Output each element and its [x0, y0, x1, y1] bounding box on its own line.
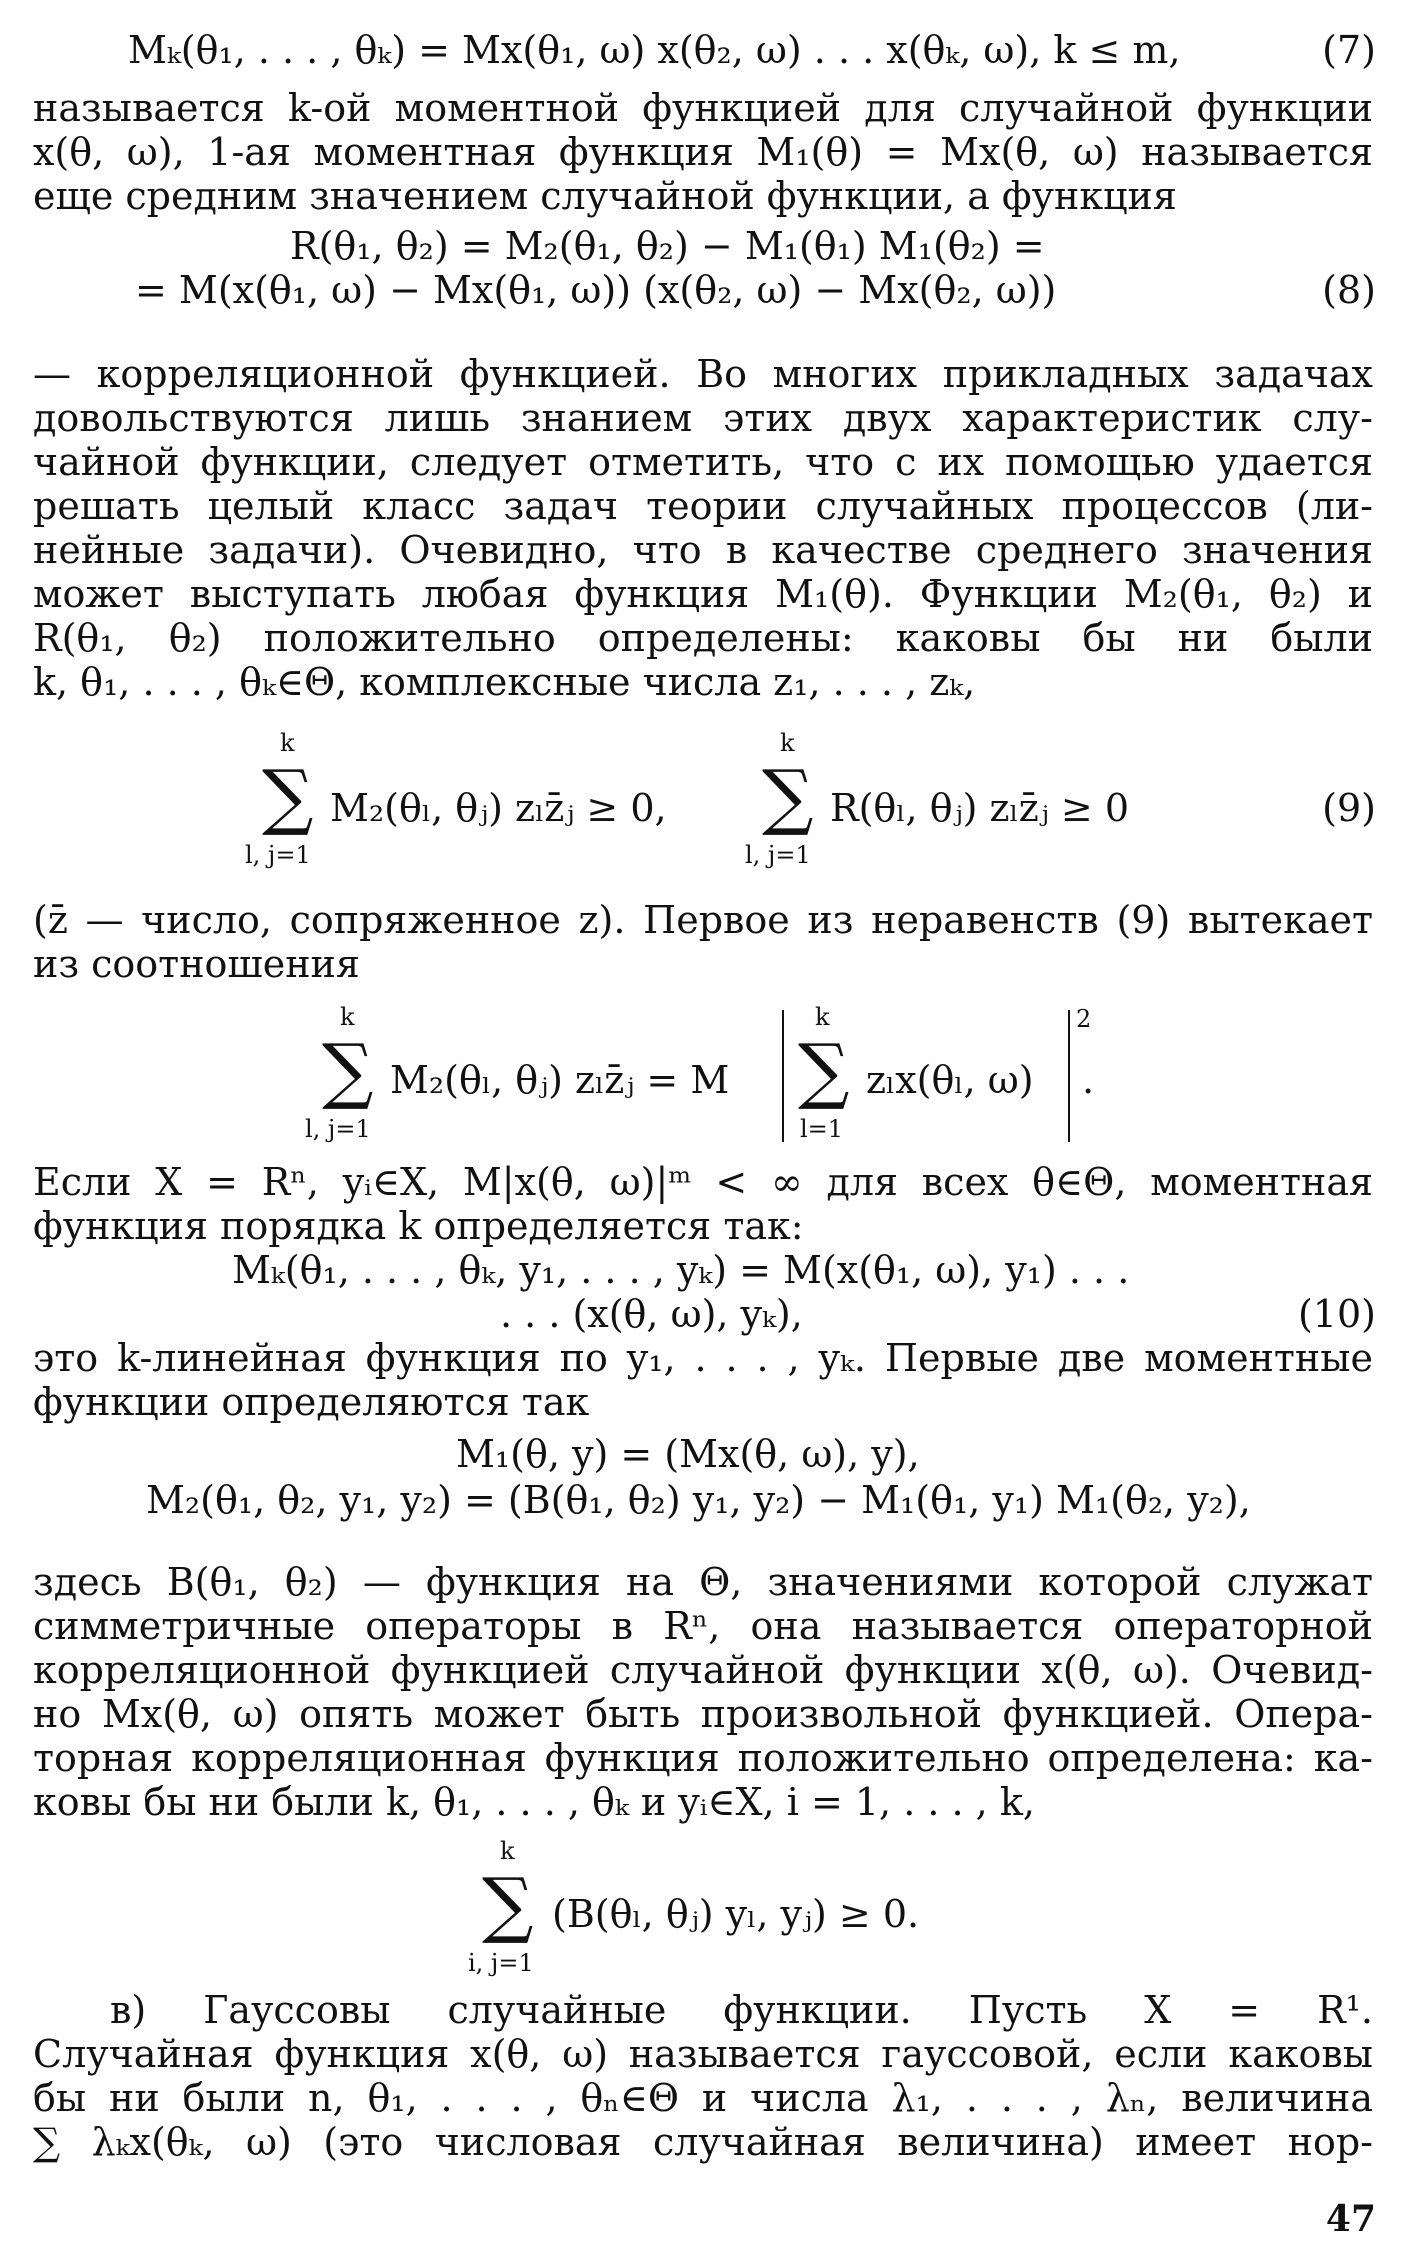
text-line: — корреляционной функцией. Во многих прикладных задачах: [33, 352, 1373, 396]
text-line: x(θ, ω), 1-ая моментная функция M₁(θ) = Mx(θ, ω) называется: [33, 130, 1373, 174]
sum-symbol: ∑: [762, 754, 814, 838]
text-line: здесь B(θ₁, θ₂) — функция на Θ, значениями которой служат: [33, 1560, 1373, 1604]
sum-upper-limit: k: [780, 729, 795, 757]
text-line: но Mx(θ, ω) опять может быть произвольной функцией. Опера-: [33, 1692, 1373, 1736]
equation-8-line-1: R(θ₁, θ₂) = M₂(θ₁, θ₂) − M₁(θ₁) M₁(θ₂) =: [290, 224, 1045, 268]
sum-lower-limit: l=1: [800, 1115, 844, 1143]
equation-number-9: (9): [1322, 786, 1376, 830]
text-line: ∑ λₖx(θₖ, ω) (это числовая случайная величина) имеет нор-: [33, 2120, 1373, 2164]
text-line: функции определяются так: [33, 1380, 590, 1424]
sum-upper-limit: k: [500, 1837, 515, 1865]
text-line: чайной функции, следует отметить, что с их помощью удается: [33, 440, 1373, 484]
text-line: бы ни были n, θ₁, . . . , θₙ∈Θ и числа λ₁, . . . , λₙ, величина: [33, 2076, 1373, 2120]
abs-bar-right: [1068, 1010, 1070, 1142]
equation-number-10: (10): [1297, 1292, 1376, 1336]
equation-9-right: R(θₗ, θⱼ) zₗz̄ⱼ ≥ 0: [830, 786, 1129, 830]
text-line: симметричные операторы в Rⁿ, она называется операторной: [33, 1604, 1373, 1648]
text-line: Если X = Rⁿ, yᵢ∈X, M|x(θ, ω)|ᵐ < ∞ для всех θ∈Θ, моментная: [33, 1160, 1373, 1204]
sum-lower-limit: l, j=1: [305, 1115, 371, 1143]
sum-upper-limit: k: [815, 1003, 830, 1031]
moment-function-1: M₁(θ, y) = (Mx(θ, ω), y),: [456, 1432, 920, 1476]
relation-period: .: [1082, 1058, 1095, 1102]
text-line: Случайная функция x(θ, ω) называется гауссовой, если каковы: [33, 2032, 1373, 2076]
text-line: корреляционной функцией случайной функции x(θ, ω). Очевид-: [33, 1648, 1373, 1692]
text-line: нейные задачи). Очевидно, что в качестве среднего значения: [33, 528, 1373, 572]
equation-9-left: M₂(θₗ, θⱼ) zₗz̄ⱼ ≥ 0,: [330, 786, 667, 830]
sum-lower-limit: l, j=1: [245, 841, 311, 869]
text-line: может выступать любая функция M₁(θ). Функции M₂(θ₁, θ₂) и: [33, 572, 1373, 616]
equation-number-7: (7): [1322, 28, 1376, 72]
equation-7: Mₖ(θ₁, . . . , θₖ) = Mx(θ₁, ω) x(θ₂, ω) . . . x(θₖ, ω), k ≤ m,: [128, 28, 1181, 72]
text-line: R(θ₁, θ₂) положительно определены: каковы бы ни были: [33, 616, 1373, 660]
sum-lower-limit: i, j=1: [468, 1949, 534, 1977]
text-line: довольствуются лишь знанием этих двух характеристик слу-: [33, 396, 1373, 440]
text-line: еще средним значением случайной функции, а функция: [33, 174, 1177, 218]
moment-function-2: M₂(θ₁, θ₂, y₁, y₂) = (B(θ₁, θ₂) y₁, y₂) − M₁(θ₁, y₁) M₁(θ₂, y₂),: [146, 1478, 1251, 1522]
sum-upper-limit: k: [340, 1003, 355, 1031]
sum-upper-limit: k: [280, 729, 295, 757]
text-line: решать целый класс задач теории случайных процессов (ли-: [33, 484, 1373, 528]
text-line: ковы бы ни были k, θ₁, . . . , θₖ и yᵢ∈X, i = 1, . . . , k,: [33, 1780, 1035, 1824]
text-line: торная корреляционная функция положительно определена: ка-: [33, 1736, 1373, 1780]
operator-inequality-body: (B(θₗ, θⱼ) yₗ, yⱼ) ≥ 0.: [552, 1892, 920, 1936]
text-line: из соотношения: [33, 942, 360, 986]
sum-symbol: ∑: [482, 1862, 534, 1946]
equation-number-8: (8): [1322, 268, 1376, 312]
relation-left: M₂(θₗ, θⱼ) zₗz̄ⱼ = M: [390, 1058, 730, 1102]
sum-symbol: ∑: [262, 754, 314, 838]
text-line: функция порядка k определяется так:: [33, 1204, 804, 1248]
equation-8-line-2: = M(x(θ₁, ω) − Mx(θ₁, ω)) (x(θ₂, ω) − Mx(θ₂, ω)): [135, 268, 1057, 312]
text-line: в) Гауссовы случайные функции. Пусть X = R¹.: [110, 1988, 1373, 2032]
sum-symbol: ∑: [798, 1028, 850, 1112]
sum-symbol: ∑: [322, 1028, 374, 1112]
text-line: k, θ₁, . . . , θₖ∈Θ, комплексные числа z₁, . . . , zₖ,: [33, 660, 976, 704]
equation-10-line-1: Mₖ(θ₁, . . . , θₖ, y₁, . . . , yₖ) = M(x(θ₁, ω), y₁) . . .: [232, 1248, 1130, 1292]
page-number: 47: [1325, 2198, 1376, 2240]
text-line: (z̄ — число, сопряженное z). Первое из неравенств (9) вытекает: [33, 898, 1373, 942]
text-line: называется k-ой моментной функцией для случайной функции: [33, 86, 1373, 130]
abs-bar-left: [782, 1010, 784, 1142]
sum-lower-limit: l, j=1: [745, 841, 811, 869]
power-exponent: 2: [1076, 1005, 1092, 1033]
text-line: это k-линейная функция по y₁, . . . , yₖ. Первые две моментные: [33, 1336, 1373, 1380]
relation-inner: zₗx(θₗ, ω): [866, 1058, 1034, 1102]
equation-10-line-2: . . . (x(θ, ω), yₖ),: [500, 1292, 803, 1336]
